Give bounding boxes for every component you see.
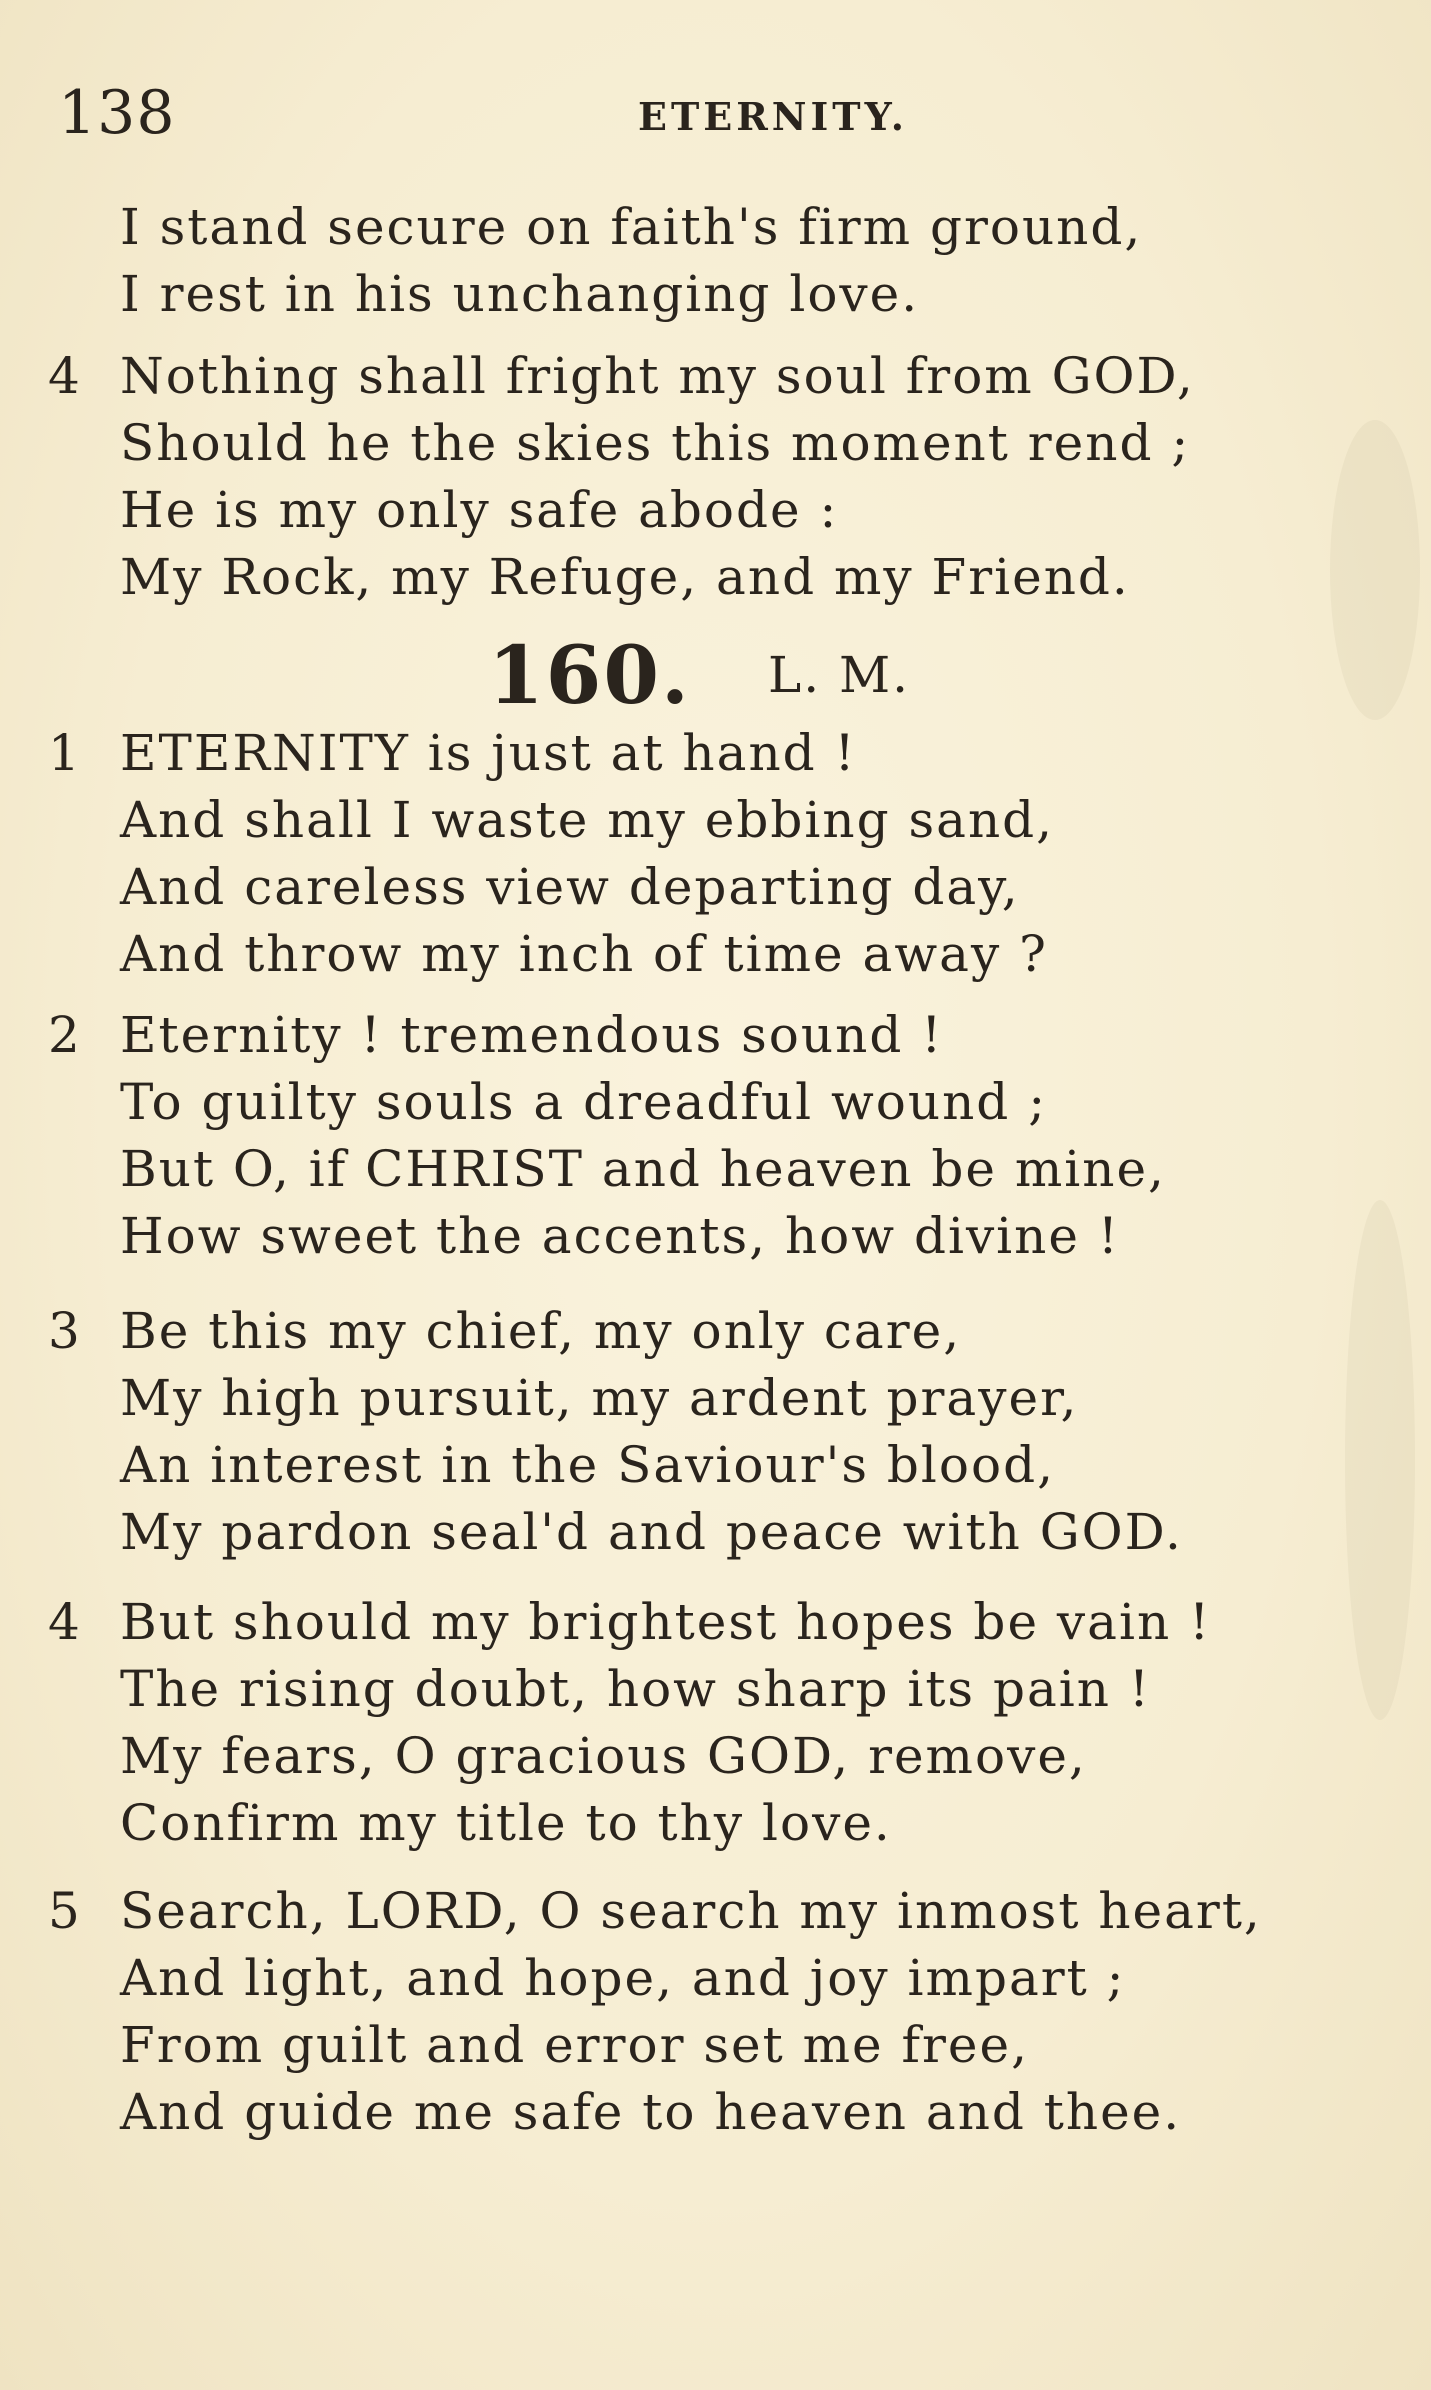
- verse-line: An interest in the Saviour's blood,: [120, 1436, 1055, 1494]
- verse-number: 2: [48, 1006, 80, 1064]
- verse-line: How sweet the accents, how divine !: [120, 1207, 1120, 1265]
- verse-line: ETERNITY is just at hand !: [120, 724, 857, 782]
- verse-line: And guide me safe to heaven and thee.: [120, 2083, 1182, 2141]
- verse-line: My fears, O gracious GOD, remove,: [120, 1727, 1087, 1785]
- running-head: ETERNITY.: [638, 94, 909, 139]
- hymn-meter: L. M.: [768, 646, 911, 704]
- verse-line: But should my brightest hopes be vain !: [120, 1593, 1212, 1651]
- hymn-number: 160.: [488, 628, 691, 722]
- verse-line: He is my only safe abode :: [120, 481, 839, 539]
- verse-line: My pardon seal'd and peace with GOD.: [120, 1503, 1183, 1561]
- page-number: 138: [58, 78, 176, 148]
- verse-line: Nothing shall fright my soul from GOD,: [120, 347, 1195, 405]
- verse-line: And throw my inch of time away ?: [120, 925, 1048, 983]
- hymn-heading: [488, 630, 988, 720]
- verse-line: I stand secure on faith's firm ground,: [120, 198, 1143, 256]
- verse-line: To guilty souls a dreadful wound ;: [120, 1073, 1048, 1131]
- verse-line: Eternity ! tremendous sound !: [120, 1006, 944, 1064]
- verse-line: Search, LORD, O search my inmost heart,: [120, 1882, 1262, 1940]
- verse-line: My Rock, my Refuge, and my Friend.: [120, 548, 1130, 606]
- verse-line: And light, and hope, and joy impart ;: [120, 1949, 1126, 2007]
- verse-line: Confirm my title to thy love.: [120, 1794, 892, 1852]
- verse-line: Should he the skies this moment rend ;: [120, 414, 1191, 472]
- verse-line: The rising doubt, how sharp its pain !: [120, 1660, 1151, 1718]
- verse-number: 4: [48, 347, 80, 405]
- verse-number: 4: [48, 1593, 80, 1651]
- paper-stain: [1345, 1200, 1415, 1720]
- verse-line: But O, if CHRIST and heaven be mine,: [120, 1140, 1166, 1198]
- verse-line: And shall I waste my ebbing sand,: [120, 791, 1055, 849]
- verse-number: 3: [48, 1302, 80, 1360]
- paper-stain: [1330, 420, 1420, 720]
- verse-line: And careless view departing day,: [120, 858, 1020, 916]
- verse-line: I rest in his unchanging love.: [120, 265, 920, 323]
- verse-line: My high pursuit, my ardent prayer,: [120, 1369, 1079, 1427]
- verse-line: Be this my chief, my only care,: [120, 1302, 962, 1360]
- page-header: [58, 78, 1378, 148]
- verse-number: 5: [48, 1882, 80, 1940]
- verse-number: 1: [48, 724, 80, 782]
- verse-line: From guilt and error set me free,: [120, 2016, 1029, 2074]
